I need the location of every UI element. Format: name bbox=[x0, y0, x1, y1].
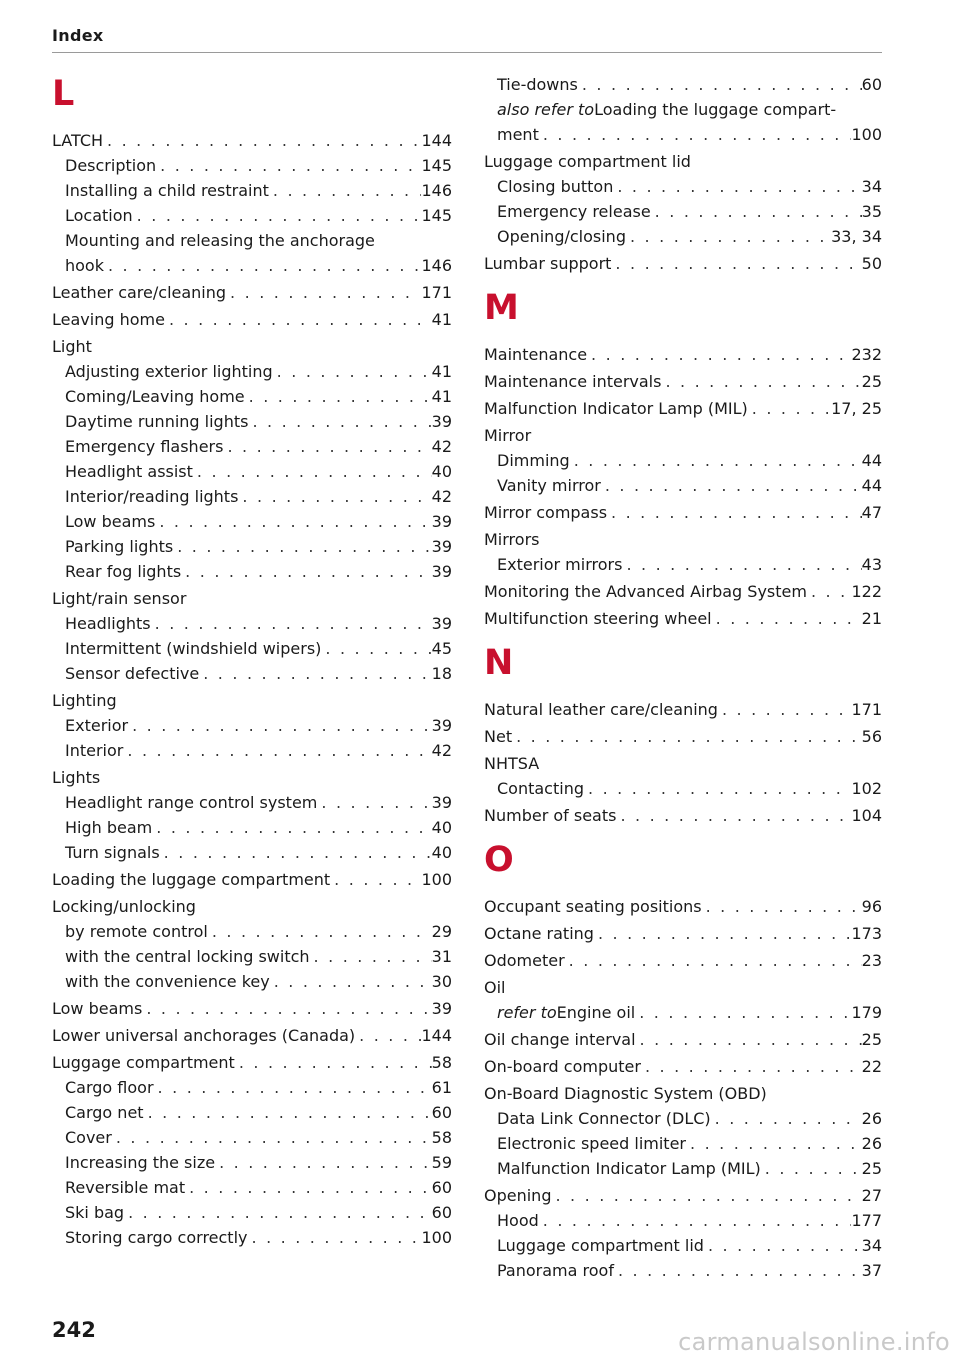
index-entry: LATCH . . . 144 bbox=[52, 128, 452, 153]
index-entry: Light bbox=[52, 337, 92, 356]
index-entry: Locking/unlocking bbox=[52, 897, 196, 916]
page-number: 242 bbox=[52, 1318, 96, 1342]
index-subentry: Cargo floor . . . 61 bbox=[52, 1075, 452, 1100]
index-subentry: Ski bag . . . 60 bbox=[52, 1200, 452, 1225]
index-subentry: with the central locking switch . . . 31 bbox=[52, 944, 452, 969]
index-subentry: Cover . . . 58 bbox=[52, 1125, 452, 1150]
index-subentry: Vanity mirror . . . 44 bbox=[484, 473, 882, 498]
index-subentry: Interior/reading lights . . . 42 bbox=[52, 484, 452, 509]
index-subentry: Rear fog lights . . . 39 bbox=[52, 559, 452, 584]
index-subentry: Headlight assist . . . 40 bbox=[52, 459, 452, 484]
index-entry: Luggage compartment lid bbox=[484, 152, 691, 171]
index-subentry: Exterior . . . 39 bbox=[52, 713, 452, 738]
index-entry: Octane rating . . . 173 bbox=[484, 921, 882, 946]
index-subentry: Dimming . . . 44 bbox=[484, 448, 882, 473]
index-subentry: Installing a child restraint . . . 146 bbox=[52, 178, 452, 203]
index-subentry: Headlight range control system . . . 39 bbox=[52, 790, 452, 815]
section-letter: N bbox=[484, 643, 514, 683]
section-letter: O bbox=[484, 840, 514, 880]
index-entry: Oil change interval . . . 25 bbox=[484, 1027, 882, 1052]
index-column-right bbox=[484, 72, 882, 1283]
section-letter: L bbox=[52, 74, 75, 114]
index-subentry: with the convenience key . . . 30 bbox=[52, 969, 452, 994]
index-entry: Loading the luggage compartment . . . 100 bbox=[52, 867, 452, 892]
index-subentry: Emergency flashers . . . 42 bbox=[52, 434, 452, 459]
index-entry: Leather care/cleaning . . . 171 bbox=[52, 280, 452, 305]
index-subentry: Low beams . . . 39 bbox=[52, 509, 452, 534]
index-subentry: Parking lights . . . 39 bbox=[52, 534, 452, 559]
index-entry: Odometer . . . 23 bbox=[484, 948, 882, 973]
index-entry: NHTSA bbox=[484, 754, 540, 773]
index-subentry: Headlights . . . 39 bbox=[52, 611, 452, 636]
index-entry: Mirrors bbox=[484, 530, 540, 549]
index-entry: Oil bbox=[484, 978, 506, 997]
index-entry: Maintenance intervals . . . 25 bbox=[484, 369, 882, 394]
index-subentry: Mounting and releasing the anchorage bbox=[65, 231, 375, 250]
header-title: Index bbox=[52, 26, 104, 45]
index-subentry: by remote control . . . 29 bbox=[52, 919, 452, 944]
page-header bbox=[52, 26, 882, 53]
index-entry: Lower universal anchorages (Canada) . . . 144 bbox=[52, 1023, 452, 1048]
index-subentry: Daytime running lights . . . 39 bbox=[52, 409, 452, 434]
index-entry: Malfunction Indicator Lamp (MIL) . . . 17, 25 bbox=[484, 396, 882, 421]
index-entry: Light/rain sensor bbox=[52, 589, 187, 608]
index-subentry: Data Link Connector (DLC) . . . 26 bbox=[484, 1106, 882, 1131]
index-subentry: hook . . . 146 bbox=[52, 253, 452, 278]
index-subentry: Panorama roof . . . 37 bbox=[484, 1258, 882, 1283]
index-subentry: Tie-downs . . . 60 bbox=[484, 72, 882, 97]
index-subentry: Cargo net . . . 60 bbox=[52, 1100, 452, 1125]
index-subentry: Location . . . 145 bbox=[52, 203, 452, 228]
index-subentry: Sensor defective . . . 18 bbox=[52, 661, 452, 686]
index-subentry: Description . . . 145 bbox=[52, 153, 452, 178]
index-subentry: Malfunction Indicator Lamp (MIL) . . . 25 bbox=[484, 1156, 882, 1181]
index-subentry: Increasing the size . . . 59 bbox=[52, 1150, 452, 1175]
index-subentry: Turn signals . . . 40 bbox=[52, 840, 452, 865]
index-entry: Natural leather care/cleaning . . . 171 bbox=[484, 697, 882, 722]
index-entry: Luggage compartment . . . 58 bbox=[52, 1050, 452, 1075]
index-entry: On-board computer . . . 22 bbox=[484, 1054, 882, 1079]
index-entry: Maintenance . . . 232 bbox=[484, 342, 882, 367]
index-entry: Monitoring the Advanced Airbag System . . . 122 bbox=[484, 579, 882, 604]
index-subentry: refer to Engine oil . . . 179 bbox=[484, 1000, 882, 1025]
index-entry: Lumbar support . . . 50 bbox=[484, 251, 882, 276]
index-subentry: Contacting . . . 102 bbox=[484, 776, 882, 801]
index-entry: Mirror bbox=[484, 426, 532, 445]
index-entry: Occupant seating positions . . . 96 bbox=[484, 894, 882, 919]
index-subentry: Closing button . . . 34 bbox=[484, 174, 882, 199]
index-subentry: Storing cargo correctly . . . 100 bbox=[52, 1225, 452, 1250]
index-entry: Leaving home . . . 41 bbox=[52, 307, 452, 332]
index-entry: Mirror compass . . . 47 bbox=[484, 500, 882, 525]
index-subentry: Adjusting exterior lighting . . . 41 bbox=[52, 359, 452, 384]
index-subentry: Interior . . . 42 bbox=[52, 738, 452, 763]
index-subentry: ment . . . 100 bbox=[484, 122, 882, 147]
index-column-left bbox=[52, 72, 452, 1250]
index-entry: Opening . . . 27 bbox=[484, 1183, 882, 1208]
index-entry: Lighting bbox=[52, 691, 117, 710]
index-entry: Number of seats . . . 104 bbox=[484, 803, 882, 828]
index-entry: Low beams . . . 39 bbox=[52, 996, 452, 1021]
index-subentry: Emergency release . . . 35 bbox=[484, 199, 882, 224]
index-subentry: Electronic speed limiter . . . 26 bbox=[484, 1131, 882, 1156]
index-subentry: Coming/Leaving home . . . 41 bbox=[52, 384, 452, 409]
section-letter: M bbox=[484, 288, 519, 328]
watermark: carmanualsonline.info bbox=[678, 1328, 950, 1356]
index-subentry: Hood . . . 177 bbox=[484, 1208, 882, 1233]
index-subentry: also refer to Loading the luggage compart- bbox=[497, 100, 837, 119]
index-entry: On-Board Diagnostic System (OBD) bbox=[484, 1084, 767, 1103]
index-entry: Lights bbox=[52, 768, 101, 787]
index-subentry: Opening/closing . . . 33, 34 bbox=[484, 224, 882, 249]
index-entry: Multifunction steering wheel . . . 21 bbox=[484, 606, 882, 631]
index-subentry: Exterior mirrors . . . 43 bbox=[484, 552, 882, 577]
index-entry: Net . . . 56 bbox=[484, 724, 882, 749]
index-subentry: Intermittent (windshield wipers) . . . 45 bbox=[52, 636, 452, 661]
index-subentry: High beam . . . 40 bbox=[52, 815, 452, 840]
index-subentry: Reversible mat . . . 60 bbox=[52, 1175, 452, 1200]
index-subentry: Luggage compartment lid . . . 34 bbox=[484, 1233, 882, 1258]
